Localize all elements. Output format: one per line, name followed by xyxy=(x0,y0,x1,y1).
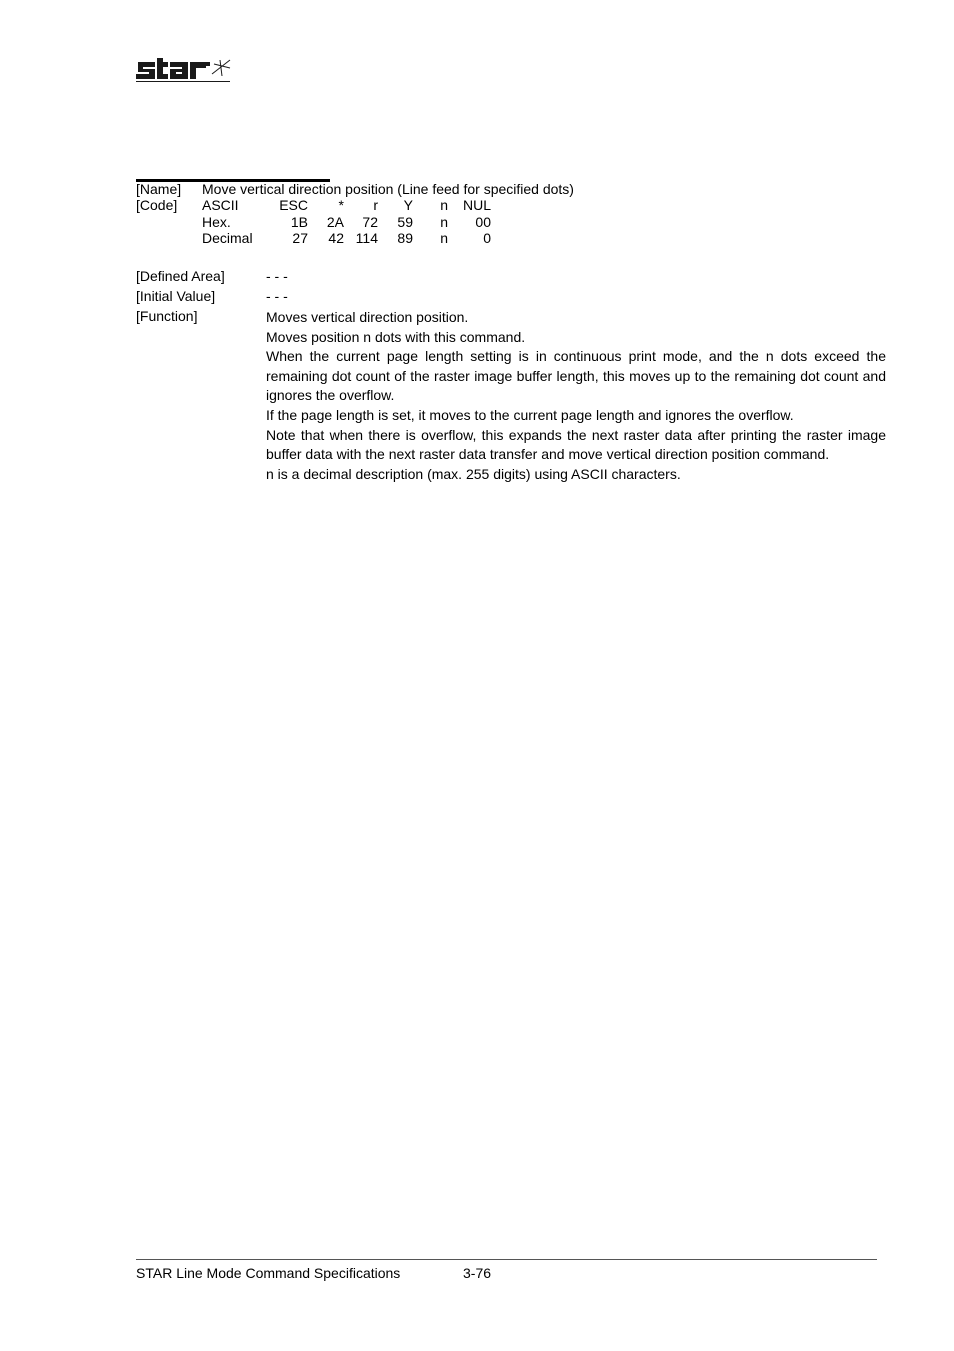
star-logo xyxy=(136,54,232,84)
initial-value-label: [Initial Value] xyxy=(136,288,216,304)
code-cell: 59 xyxy=(397,214,413,230)
code-cell: * xyxy=(338,197,344,213)
code-cell: 72 xyxy=(362,214,378,230)
code-cell: 42 xyxy=(328,230,344,246)
function-paragraph: If the page length is set, it moves to the current page length and ignores the overflow. xyxy=(266,406,794,423)
code-cell: n xyxy=(440,197,448,213)
name-label: [Name] xyxy=(136,181,182,197)
star-logo-icon xyxy=(136,54,232,84)
function-paragraph: When the current page length setting is in continuous print mode, and the n dots exceed the remaining dot count of the raster image buffer length, this moves up to the remaining dot count and ignores the overflow. xyxy=(266,348,886,404)
initial-value-value: - - - xyxy=(266,288,288,304)
code-cell: 1B xyxy=(290,214,308,230)
code-row-label: ASCII xyxy=(202,197,239,213)
function-label: [Function] xyxy=(136,308,198,324)
code-cell: Y xyxy=(403,197,413,213)
code-cell: 89 xyxy=(397,230,413,246)
function-paragraph: Moves position n dots with this command. xyxy=(266,328,526,345)
page-number: 3-76 xyxy=(463,1265,492,1281)
function-paragraph: Note that when there is overflow, this expands the next raster data after printing the raster image buffer data with the next raster data transfer and move vertical direction position command. xyxy=(266,426,886,463)
defined-area-value: - - - xyxy=(266,268,288,284)
defined-area-label: [Defined Area] xyxy=(136,268,225,284)
code-row-ascii xyxy=(0,197,954,214)
code-cell: n xyxy=(440,214,448,230)
code-cell: 00 xyxy=(475,214,491,230)
code-cell: 2A xyxy=(326,214,344,230)
code-cell: r xyxy=(373,197,378,213)
footer-rule xyxy=(136,1259,877,1260)
code-row-hex xyxy=(0,214,954,231)
footer-title: STAR Line Mode Command Specifications xyxy=(136,1265,401,1281)
code-cell: ESC xyxy=(279,197,308,213)
code-cell: 0 xyxy=(483,230,491,246)
code-row-label: Decimal xyxy=(202,230,253,246)
code-cell: 114 xyxy=(355,230,378,246)
name-value: Move vertical direction position (Line feed for specified dots) xyxy=(202,181,574,197)
code-row-label: Hex. xyxy=(202,214,231,230)
code-cell: n xyxy=(440,230,448,246)
code-cell: 27 xyxy=(292,230,308,246)
code-label: [Code] xyxy=(136,197,178,213)
function-paragraph: Moves vertical direction position. xyxy=(266,309,469,325)
function-paragraph: n is a decimal description (max. 255 digits) using ASCII characters. xyxy=(266,465,681,482)
code-row-decimal xyxy=(0,230,954,247)
function-description xyxy=(266,308,886,484)
code-cell: NUL xyxy=(462,197,491,213)
